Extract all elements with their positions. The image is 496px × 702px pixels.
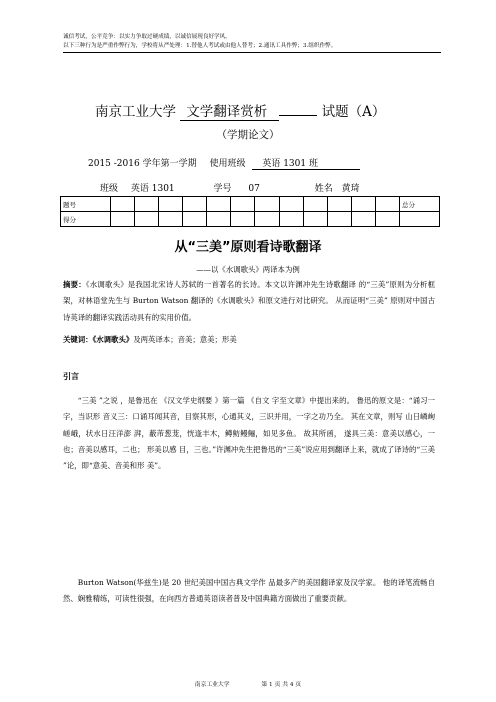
section-heading: 引言	[63, 372, 79, 381]
student-name-value: 黄琦	[341, 184, 360, 194]
body-paragraph: “三美 ”之说 ，是鲁迅在 《汉文学史纲要 》第一篇 《自文 字至文章》中提出来的。 鲁迅的原文是：“诵习一字，当识形 音义三：口诵耳闻其音，目察其形，心通其义，三识并用，一字之功乃全。 其在文章，则写 山日嶙峋嵯峨，状水日汪洋澎 湃，蔽芾葱茏，恍逢丰木，鳟鲂鳗鲡，如见多鱼。 故其所函， 遂具三美：意美以感心，一也；音美以感耳，二也； 形美以感 目，三也。”许渊冲先生把鲁迅的“三美”说应用到翻译上来，就成了译诗的“三美 ”论，即“意美、音美和形 美”。	[63, 396, 435, 471]
paper-label: 试题（A）	[321, 104, 386, 120]
table-row	[61, 212, 440, 227]
integrity-notice: 诚信考试，公平竞争：以实力争取过硬成绩，以诚信展现良好学风。	[63, 34, 231, 40]
semester-row	[88, 156, 360, 170]
abstract-label: 摘要：	[63, 280, 86, 289]
score-label: 得分	[61, 212, 111, 227]
student-id-label: 学号	[213, 184, 232, 194]
score-table	[60, 196, 440, 227]
paper-subtitle: ——以《水调歌头》两译本为例	[196, 265, 300, 274]
exam-type: （学期论文）	[216, 129, 280, 141]
title-underline	[279, 115, 317, 116]
keywords-label: 关键词：	[63, 335, 93, 344]
question-number-label: 题号	[61, 197, 111, 212]
body-paragraph: Burton Watson(华兹生)是 20 世纪美国中国古典文学作 品最多产的美国翻译家及汉学家。 他的译笔流畅自然、娴雅精练，可读性很强，在向西方普通英语读者普及中国典籍方面做出了重要贡献。	[63, 578, 435, 604]
student-info	[100, 181, 360, 194]
paper-title: 从“三美”原则看诗歌翻译	[174, 240, 322, 255]
page-footer	[0, 679, 496, 688]
cheating-warning: 以下三种行为是严重作弊行为，学校将从严处理：1.替他人考试或由他人替考；2.通讯工具作弊；3.组织作弊。	[63, 43, 337, 49]
keywords-rest: 及两英译本；音美；意美；形美	[133, 335, 237, 344]
semester: 2015 -2016 学年第一学期	[88, 159, 197, 169]
school-name: 南京工业大学	[95, 104, 176, 120]
exam-title	[95, 100, 415, 121]
course-name: 文学翻译赏析	[180, 100, 279, 121]
class-value: 英语 1301 班	[252, 156, 360, 170]
page-number: 第 1 页 共 4 页	[261, 682, 302, 688]
class-label: 使用班级	[209, 159, 246, 169]
total-score-label: 总分	[400, 197, 440, 212]
table-row	[61, 197, 440, 212]
student-id-value: 07	[248, 184, 260, 194]
keywords-bold: 《水调歌头》	[92, 335, 134, 344]
student-class-value: 英语 1301	[130, 184, 175, 194]
student-name-label: 姓名	[314, 184, 333, 194]
footer-school: 南京工业大学	[194, 682, 230, 688]
abstract	[63, 277, 435, 326]
abstract-text: 《水调歌头》是我国北宋诗人苏轼的一首著名的长诗。本文以许渊冲先生诗歌翻译 的“三美”原则为分析框架，对林语堂先生与 Burton Watson 翻译的《水调歌头》和原文进行对比研究。 从而证明“三美” 原则对中国古诗英译的翻译实践活动具有的实用价值。	[63, 280, 435, 322]
student-class-label: 班级	[100, 184, 119, 194]
keywords	[63, 332, 435, 348]
header-divider	[63, 52, 441, 53]
